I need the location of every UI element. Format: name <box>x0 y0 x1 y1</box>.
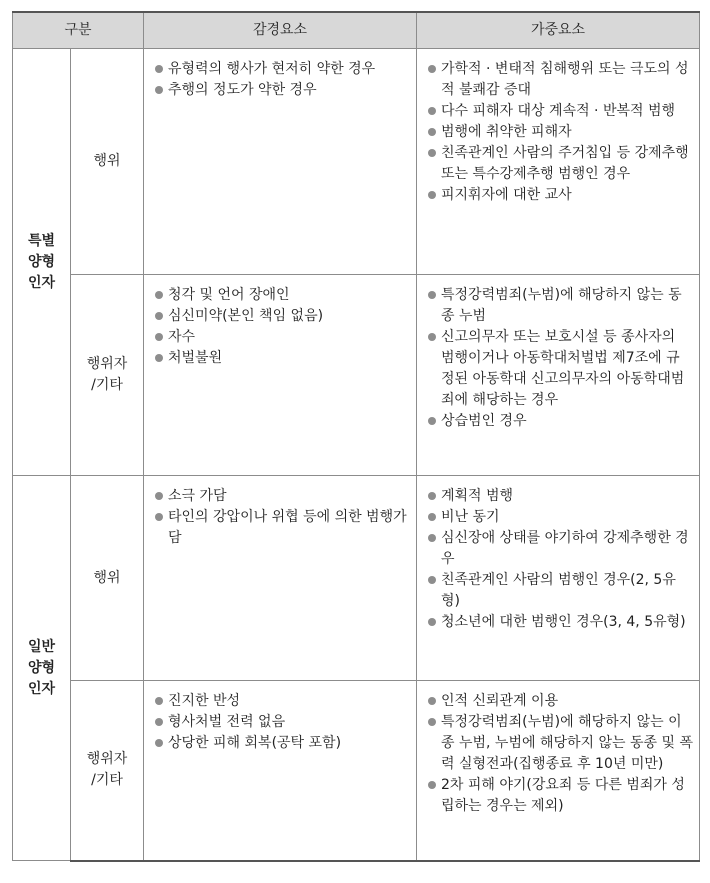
list-item: 심신미약(본인 책임 없음) <box>154 306 410 327</box>
list-item: 다수 피해자 대상 계속적 · 반복적 범행 <box>427 101 693 122</box>
table-row <box>13 681 700 861</box>
list-item: 형사처벌 전력 없음 <box>154 712 410 733</box>
sub-category: 행위 <box>71 476 144 681</box>
aggravating-cell <box>417 476 700 681</box>
list-item: 가학적 · 변태적 침해행위 또는 극도의 성적 불쾌감 증대 <box>427 59 693 101</box>
sub-category: 행위자 /기타 <box>71 275 144 476</box>
mitigating-cell <box>144 476 417 681</box>
group-label: 특별 양형 인자 <box>13 49 71 476</box>
list-item: 상습범인 경우 <box>427 411 693 432</box>
list-item: 친족관계인 사람의 범행인 경우(2, 5유형) <box>427 570 693 612</box>
list-item: 처벌불원 <box>154 348 410 369</box>
list-item: 상당한 피해 회복(공탁 포함) <box>154 733 410 754</box>
list-item: 범행에 취약한 피해자 <box>427 122 693 143</box>
aggravating-cell <box>417 681 700 861</box>
sub-category: 행위자 /기타 <box>71 681 144 861</box>
header-mitigating: 감경요소 <box>144 12 417 49</box>
list-item: 심신장애 상태를 야기하여 강제추행한 경우 <box>427 528 693 570</box>
list-item: 진지한 반성 <box>154 691 410 712</box>
header-category: 구분 <box>13 12 144 49</box>
aggravating-cell <box>417 49 700 275</box>
list-item: 인적 신뢰관계 이용 <box>427 691 693 712</box>
group-label: 일반 양형 인자 <box>13 476 71 861</box>
list-item: 소극 가담 <box>154 486 410 507</box>
list-item: 2차 피해 야기(강요죄 등 다른 범죄가 성립하는 경우는 제외) <box>427 775 693 817</box>
list-item: 친족관계인 사람의 주거침입 등 강제추행 또는 특수강제추행 범행인 경우 <box>427 143 693 185</box>
list-item: 특정강력범죄(누범)에 해당하지 않는 이종 누범, 누범에 해당하지 않는 동종 및 폭력 실형전과(집행종료 후 10년 미만) <box>427 712 693 775</box>
sentencing-factors-table <box>12 11 700 862</box>
aggravating-cell <box>417 275 700 476</box>
mitigating-cell <box>144 275 417 476</box>
table-row <box>13 49 700 275</box>
list-item: 유형력의 행사가 현저히 약한 경우 <box>154 59 410 80</box>
header-aggravating: 가중요소 <box>417 12 700 49</box>
sub-category: 행위 <box>71 49 144 275</box>
list-item: 자수 <box>154 327 410 348</box>
list-item: 계획적 범행 <box>427 486 693 507</box>
list-item: 신고의무자 또는 보호시설 등 종사자의 범행이거나 아동학대처벌법 제7조에 규정된 아동학대 신고의무자의 아동학대범죄에 해당하는 경우 <box>427 327 693 411</box>
list-item: 타인의 강압이나 위협 등에 의한 범행가담 <box>154 507 410 549</box>
mitigating-cell <box>144 49 417 275</box>
list-item: 추행의 정도가 약한 경우 <box>154 80 410 101</box>
list-item: 피지휘자에 대한 교사 <box>427 185 693 206</box>
table-row <box>13 275 700 476</box>
mitigating-cell <box>144 681 417 861</box>
list-item: 청소년에 대한 범행인 경우(3, 4, 5유형) <box>427 612 693 633</box>
header-row <box>13 12 700 49</box>
list-item: 청각 및 언어 장애인 <box>154 285 410 306</box>
list-item: 비난 동기 <box>427 507 693 528</box>
list-item: 특정강력범죄(누범)에 해당하지 않는 동종 누범 <box>427 285 693 327</box>
table-row <box>13 476 700 681</box>
